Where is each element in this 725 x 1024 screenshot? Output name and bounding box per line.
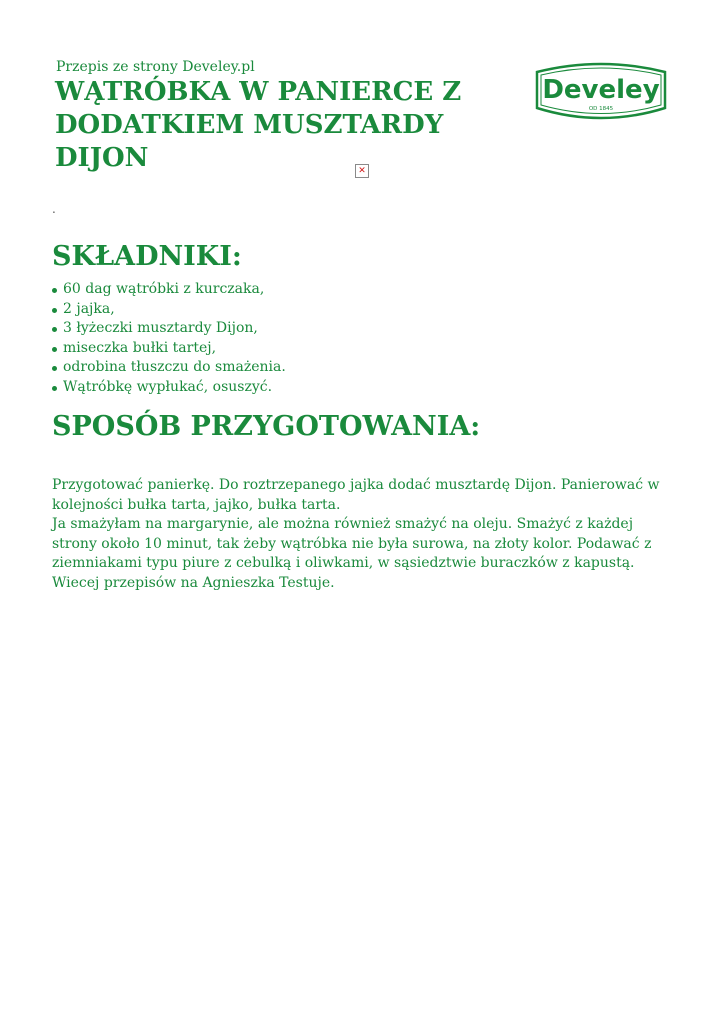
- list-item: miseczka bułki tartej,: [52, 339, 286, 359]
- broken-image-icon: ✕: [355, 164, 369, 178]
- method-paragraph: Ja smażyłam na margarynie, ale można również smażyć na oleju. Smażyć z każdej strony około 10 minut, tak żeby wątróbka nie była surowa, na złoty kolor. Podawać z ziemniakami typu piure z cebulką i oliwkami, w sąsiedztwie buraczków z kapustą. Wiecej przepisów na Agnieszka Testuje.: [52, 516, 652, 591]
- list-item: odrobina tłuszczu do smażenia.: [52, 358, 286, 378]
- develey-logo: [531, 58, 671, 124]
- list-item: Wątróbkę wypłukać, osuszyć.: [52, 378, 286, 398]
- list-item: 3 łyżeczki musztardy Dijon,: [52, 319, 286, 339]
- source-line: Przepis ze strony Develey.pl: [56, 59, 255, 75]
- method-paragraph: Przygotować panierkę. Do roztrzepanego jajka dodać musztardę Dijon. Panierować w kolejności bułka tarta, jajko, bułka tarta.: [52, 477, 660, 513]
- ingredients-heading: SKŁADNIKI:: [52, 241, 242, 272]
- method-heading: SPOSÓB PRZYGOTOWANIA:: [52, 411, 481, 442]
- list-item: 60 dag wątróbki z kurczaka,: [52, 280, 286, 300]
- ingredients-list: [52, 280, 286, 397]
- page-title: WĄTRÓBKA W PANIERCE Z DODATKIEM MUSZTARDY DIJON: [55, 77, 462, 173]
- list-item: 2 jajka,: [52, 300, 286, 320]
- method-text: [52, 476, 672, 593]
- separator-dot: .: [52, 202, 56, 216]
- logo-wordmark: Develey: [542, 75, 660, 105]
- logo-subtext: OD 1845: [588, 106, 614, 112]
